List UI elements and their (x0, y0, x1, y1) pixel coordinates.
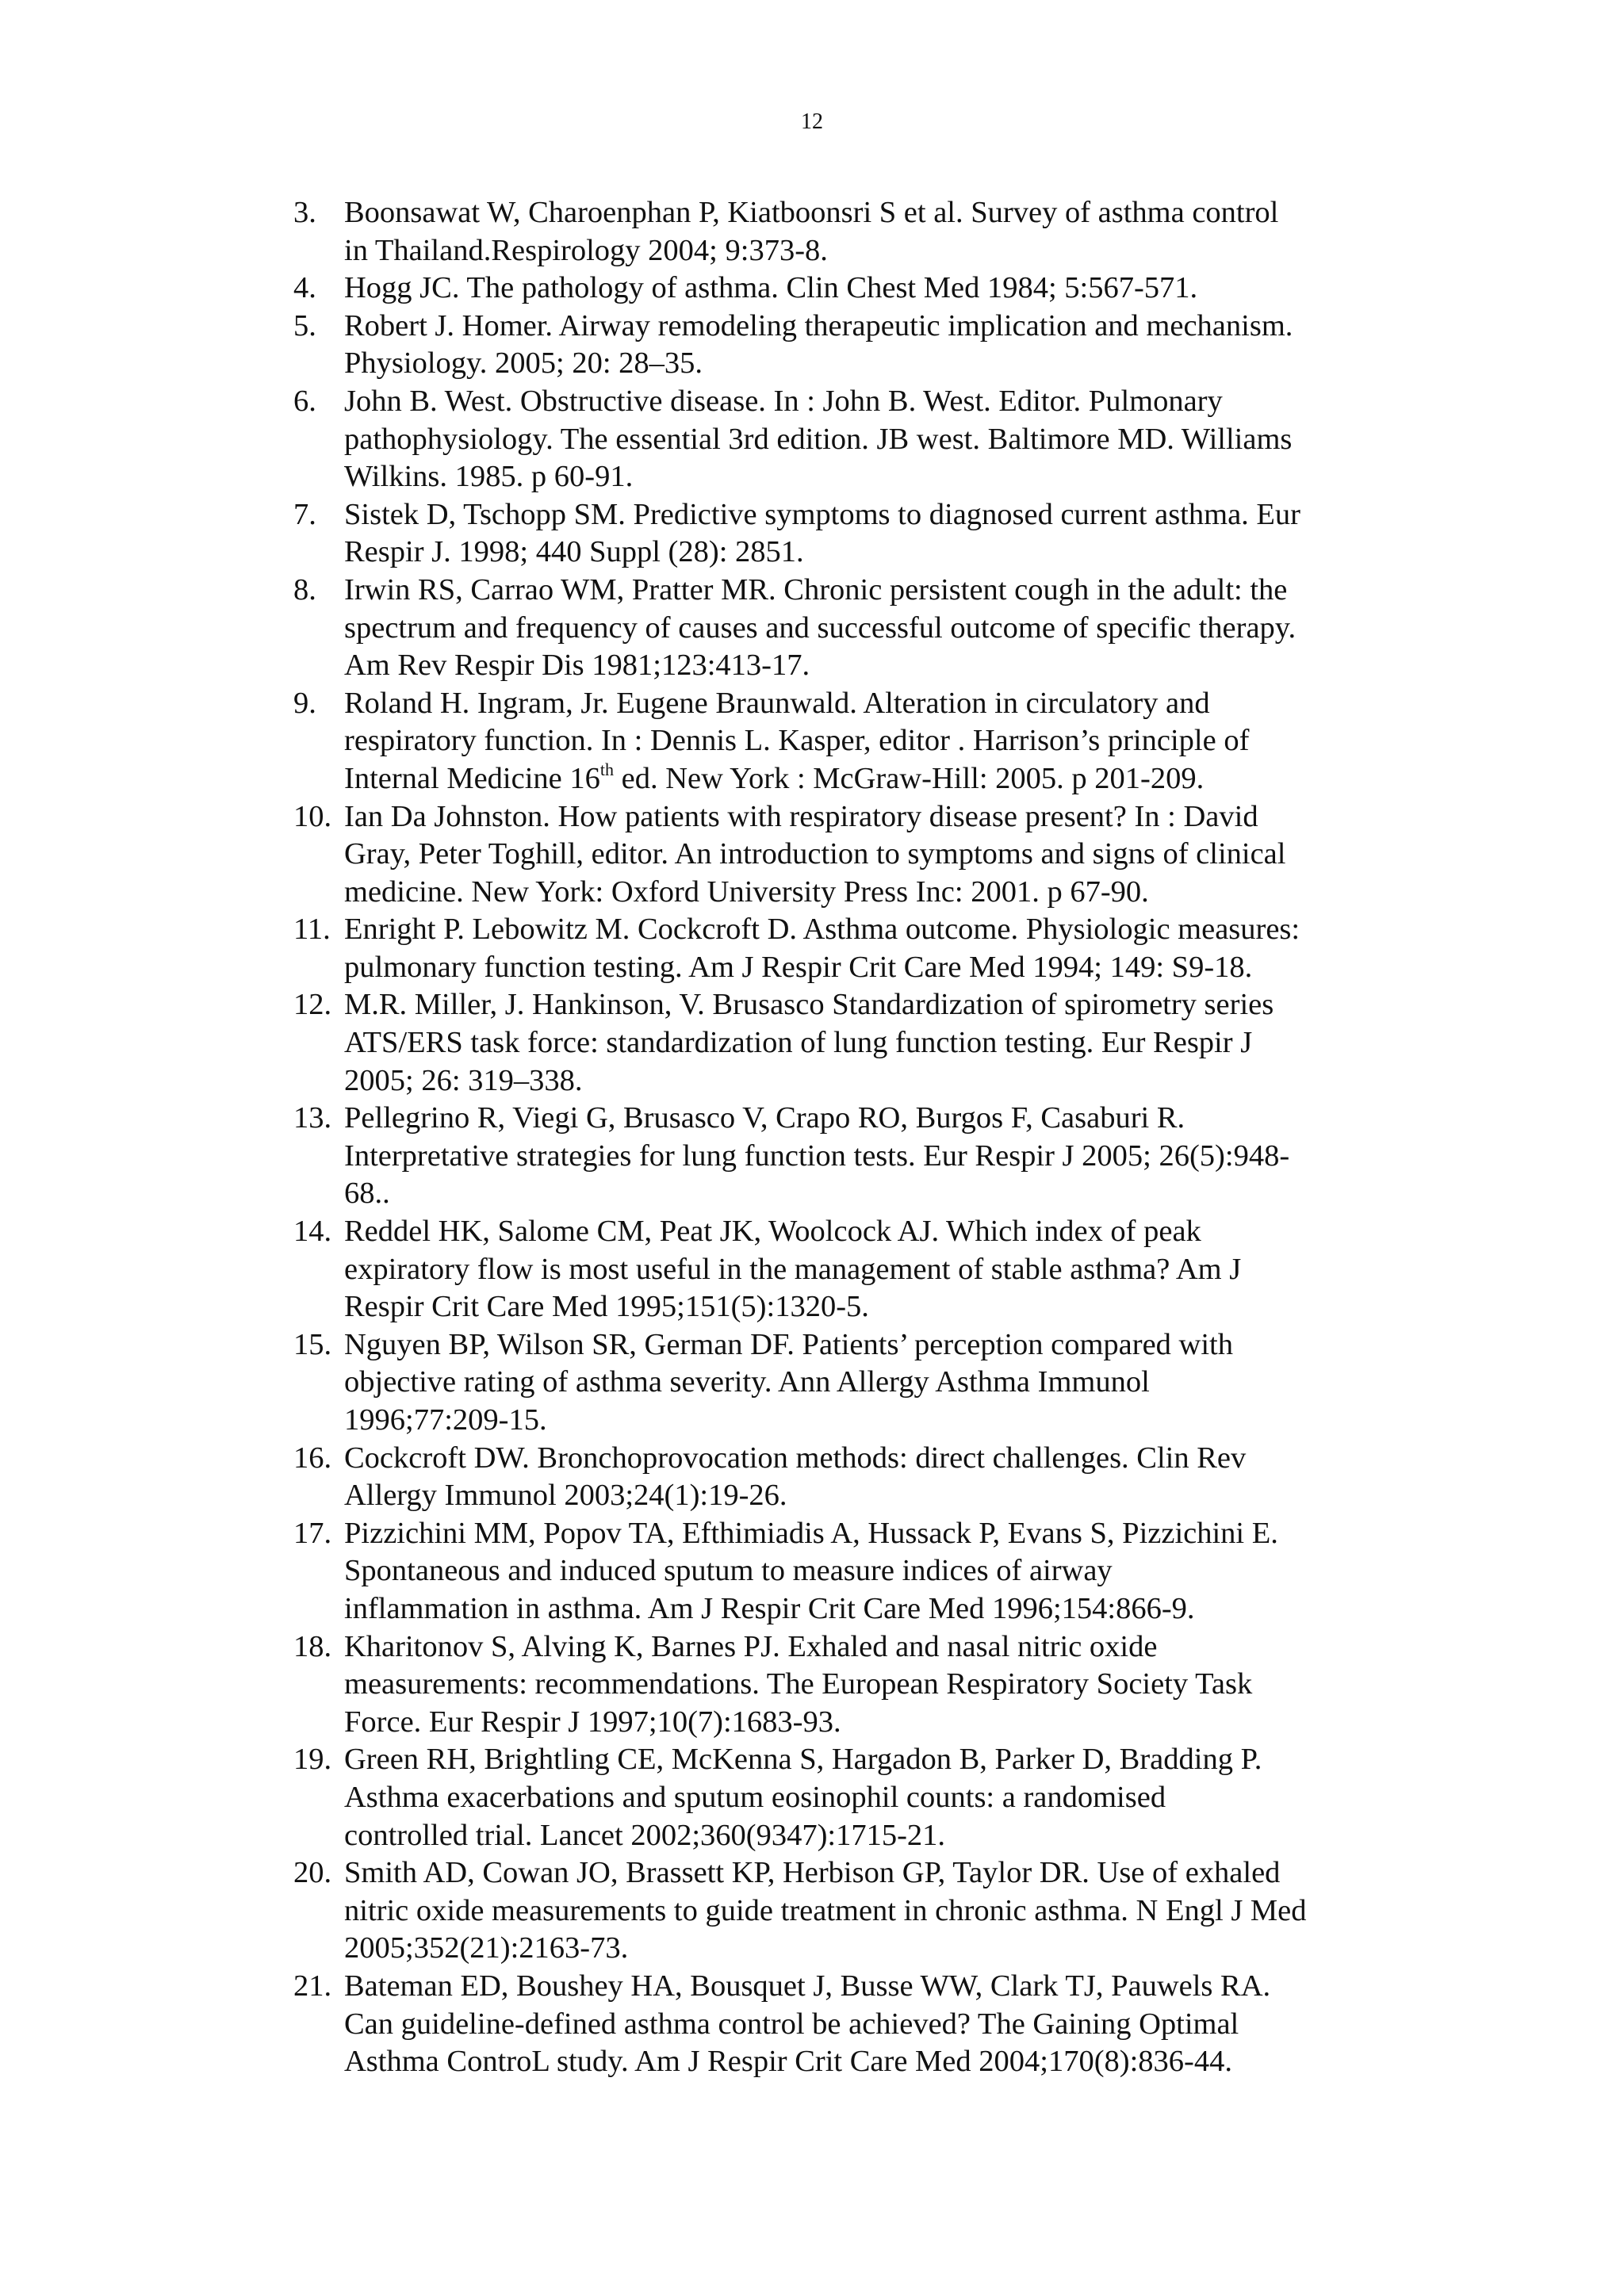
reference-text: John B. West. Obstructive disease. In : John B. West. Editor. Pulmonary pathophysiology. The essential 3rd edition. JB west. Baltimore MD. Williams Wilkins. 1985. p 60-91. (344, 384, 1293, 494)
reference-item (293, 685, 1388, 798)
reference-text: Cockcroft DW. Bronchoprovocation methods: direct challenges. Clin Rev Allergy Immunol 2003;24(1):19-26. (344, 1441, 1247, 1513)
reference-number: 11. (293, 913, 331, 947)
reference-number: 19. (293, 1743, 332, 1777)
reference-list (293, 194, 1388, 2081)
reference-number: 3. (293, 196, 316, 229)
reference-item (293, 270, 1388, 308)
reference-text: Boonsawat W, Charoenphan P, Kiatboonsri S et al. Survey of asthma control in Thailand.Respirology 2004; 9:373-8. (344, 196, 1279, 267)
reference-number: 9. (293, 686, 316, 720)
reference-text: Enright P. Lebowitz M. Cockcroft D. Asthma outcome. Physiologic measures: pulmonary function testing. Am J Respir Crit Care Med 1994; 149: S9-18. (344, 913, 1300, 984)
reference-text: Pellegrino R, Viegi G, Brusasco V, Crapo RO, Burgos F, Casaburi R. Interpretative strategies for lung function tests. Eur Respir J 2005; 26(5):948- 68.. (344, 1101, 1290, 1211)
reference-number: 21. (293, 1969, 332, 2003)
reference-number: 20. (293, 1856, 332, 1890)
reference-number: 14. (293, 1215, 332, 1249)
reference-text: M.R. Miller, J. Hankinson, V. Brusasco Standardization of spirometry series ATS/ERS task force: standardization of lung function testing. Eur Respir J 2005; 26: 319–338. (344, 988, 1274, 1097)
reference-item (293, 798, 1388, 912)
reference-number: 4. (293, 271, 316, 305)
reference-number: 13. (293, 1101, 332, 1135)
reference-number: 18. (293, 1629, 332, 1663)
reference-text: Ian Da Johnston. How patients with respiratory disease present? In : David Gray, Peter Toghill, editor. An introduction to symptoms and signs of clinical medicine. New York: Oxford University Press Inc: 2001. p 67-90. (344, 799, 1286, 909)
reference-text: Pizzichini MM, Popov TA, Efthimiadis A, Hussack P, Evans S, Pizzichini E. Spontaneous and induced sputum to measure indices of airway inflammation in asthma. Am J Respir Crit Care Med 1996;154:866-9. (344, 1516, 1278, 1625)
reference-item (293, 1515, 1388, 1628)
superscript: th (599, 759, 614, 779)
reference-text: Kharitonov S, Alving K, Barnes PJ. Exhaled and nasal nitric oxide measurements: recommendations. The European Respiratory Society Task Force. Eur Respir J 1997;10(7):1683-93. (344, 1629, 1253, 1739)
reference-item (293, 1213, 1388, 1326)
reference-item (293, 1741, 1388, 1854)
reference-text-part: ed. New York : McGraw-Hill: 2005. p 201-209. (613, 761, 1205, 795)
reference-text: Nguyen BP, Wilson SR, German DF. Patients’ perception compared with objective rating of asthma severity. Ann Allergy Asthma Immunol 1996;77:209-15. (344, 1327, 1233, 1437)
reference-item (293, 911, 1388, 986)
reference-number: 7. (293, 497, 316, 531)
reference-text: Bateman ED, Boushey HA, Bousquet J, Busse WW, Clark TJ, Pauwels RA. Can guideline-defined asthma control be achieved? The Gaining Optimal Asthma ControL study. Am J Respir Crit Care Med 2004;170(8):836-44. (344, 1969, 1271, 2079)
reference-number: 12. (293, 988, 332, 1022)
reference-number: 17. (293, 1516, 332, 1550)
reference-number: 8. (293, 572, 316, 607)
reference-text: Irwin RS, Carrao WM, Pratter MR. Chronic persistent cough in the adult: the spectrum and frequency of causes and successful outcome of specific therapy. Am Rev Respir Dis 1981;123:413-17. (344, 572, 1297, 683)
reference-item (293, 1100, 1388, 1213)
reference-item (293, 1440, 1388, 1515)
reference-text: Green RH, Brightling CE, McKenna S, Hargadon B, Parker D, Bradding P. Asthma exacerbations and sputum eosinophil counts: a randomised controlled trial. Lancet 2002;360(9347):1715-21. (344, 1743, 1262, 1852)
reference-number: 6. (293, 384, 316, 418)
reference-text (344, 685, 1388, 798)
reference-text: Smith AD, Cowan JO, Brassett KP, Herbison GP, Taylor DR. Use of exhaled nitric oxide measurements to guide treatment in chronic asthma. N Engl J Med 2005;352(21):2163-73. (344, 1856, 1307, 1965)
reference-text: Sistek D, Tschopp SM. Predictive symptoms to diagnosed current asthma. Eur Respir J. 1998; 440 Suppl (28): 2851. (344, 497, 1301, 569)
reference-number: 10. (293, 799, 332, 833)
reference-text: Reddel HK, Salome CM, Peat JK, Woolcock AJ. Which index of peak expiratory flow is most useful in the management of stable asthma? Am J Respir Crit Care Med 1995;151(5):1320-5. (344, 1215, 1242, 1324)
reference-item (293, 1628, 1388, 1742)
reference-item (293, 986, 1388, 1100)
reference-item (293, 308, 1388, 383)
reference-number: 16. (293, 1441, 332, 1475)
reference-number: 5. (293, 308, 316, 342)
reference-item (293, 383, 1388, 496)
reference-text-part: Roland H. Ingram, Jr. Eugene Braunwald. Alteration in circulatory and respiratory function. In : Dennis L. Kasper, editor . Harrison’s principle of Internal Medicine 16 (344, 686, 1250, 795)
reference-text: Hogg JC. The pathology of asthma. Clin Chest Med 1984; 5:567-571. (344, 271, 1198, 305)
reference-item (293, 572, 1388, 685)
reference-item (293, 496, 1388, 572)
reference-item (293, 1326, 1388, 1440)
reference-item (293, 1854, 1388, 1968)
reference-number: 15. (293, 1327, 332, 1361)
reference-text: Robert J. Homer. Airway remodeling therapeutic implication and mechanism. Physiology. 2005; 20: 28–35. (344, 308, 1293, 381)
reference-item (293, 1968, 1388, 2081)
reference-item (293, 194, 1388, 270)
page-number: 12 (801, 109, 823, 134)
